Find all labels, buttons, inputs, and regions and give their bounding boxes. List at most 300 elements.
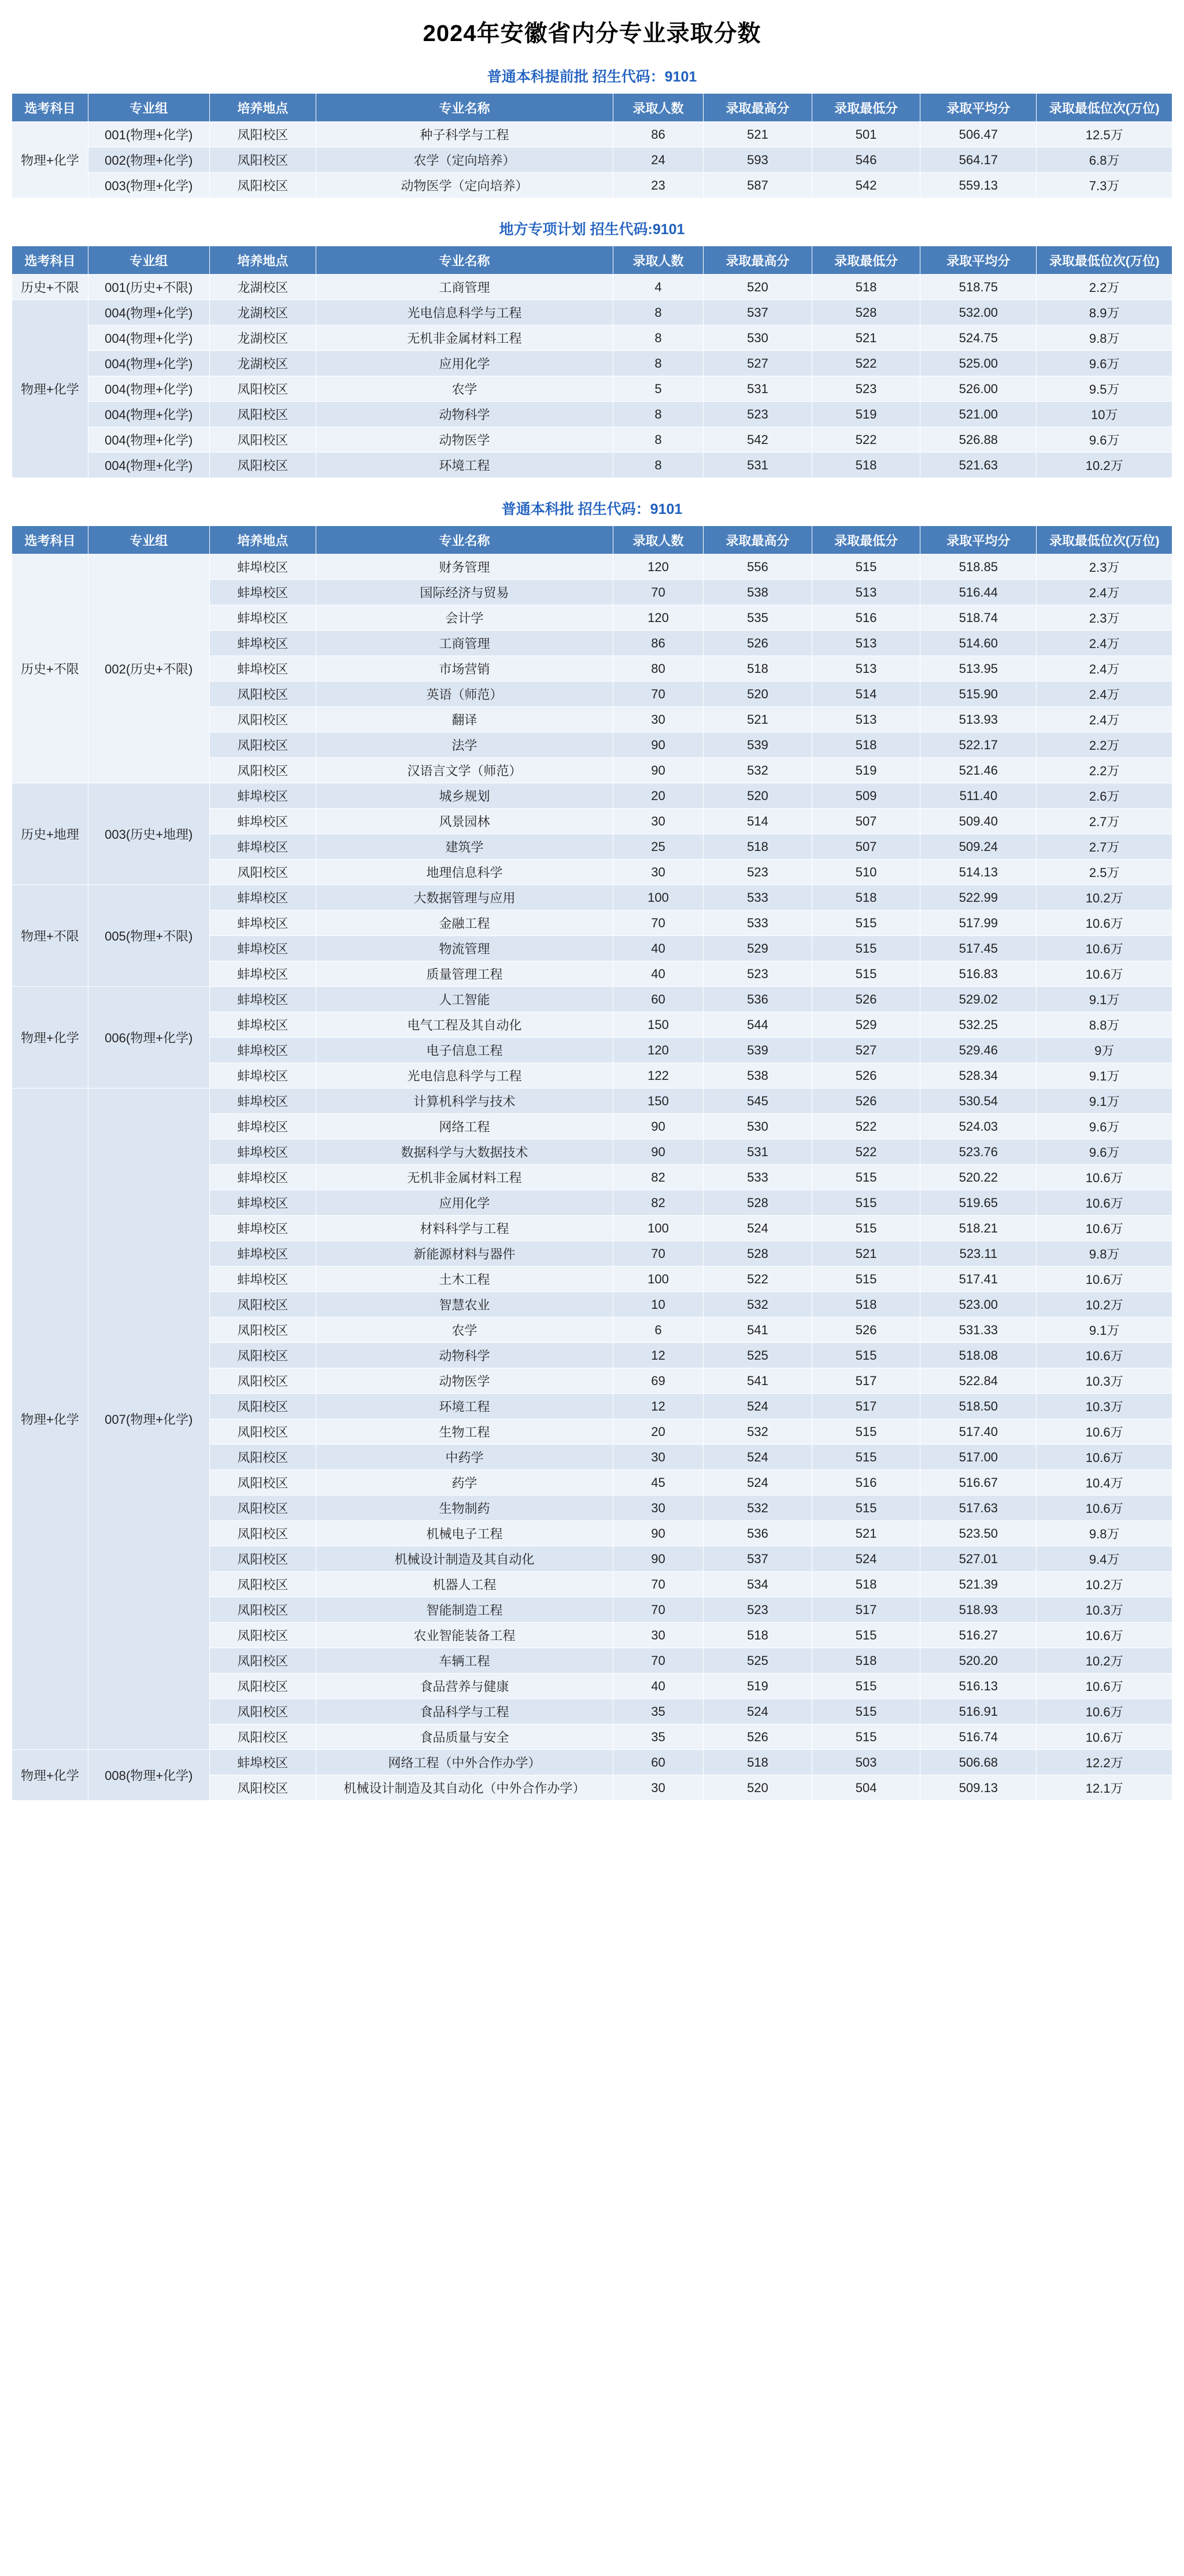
min-score-cell: 518 — [812, 1572, 920, 1597]
max-score-cell: 537 — [704, 300, 812, 325]
min-score-cell: 517 — [812, 1597, 920, 1623]
avg-score-cell: 529.02 — [920, 987, 1037, 1012]
avg-score-cell: 530.54 — [920, 1089, 1037, 1114]
avg-score-cell: 521.00 — [920, 402, 1037, 427]
major-name-cell: 电子信息工程 — [316, 1038, 613, 1063]
min-rank-cell: 6.8万 — [1037, 147, 1172, 173]
admitted-count-cell: 30 — [613, 707, 703, 732]
avg-score-cell: 506.68 — [920, 1750, 1037, 1775]
column-header: 录取最高分 — [704, 526, 812, 554]
max-score-cell: 539 — [704, 732, 812, 758]
admitted-count-cell: 120 — [613, 554, 703, 580]
avg-score-cell: 518.85 — [920, 554, 1037, 580]
max-score-cell: 532 — [704, 1496, 812, 1521]
max-score-cell: 527 — [704, 351, 812, 376]
column-header: 录取最低分 — [812, 526, 920, 554]
major-name-cell: 金融工程 — [316, 911, 613, 936]
major-name-cell: 土木工程 — [316, 1267, 613, 1292]
max-score-cell: 524 — [704, 1445, 812, 1470]
avg-score-cell: 522.84 — [920, 1368, 1037, 1394]
min-score-cell: 515 — [812, 1216, 920, 1241]
avg-score-cell: 514.13 — [920, 860, 1037, 885]
avg-score-cell: 509.40 — [920, 809, 1037, 834]
max-score-cell: 544 — [704, 1012, 812, 1038]
avg-score-cell: 513.95 — [920, 656, 1037, 682]
max-score-cell: 533 — [704, 911, 812, 936]
major-name-cell: 农学 — [316, 1317, 613, 1343]
avg-score-cell: 523.50 — [920, 1521, 1037, 1546]
admitted-count-cell: 100 — [613, 1216, 703, 1241]
campus-cell: 凤阳校区 — [209, 1470, 316, 1496]
major-name-cell: 网络工程（中外合作办学） — [316, 1750, 613, 1775]
max-score-cell: 535 — [704, 605, 812, 631]
column-header: 录取最低分 — [812, 94, 920, 122]
column-header: 录取最高分 — [704, 246, 812, 275]
min-rank-cell: 12.2万 — [1037, 1750, 1172, 1775]
campus-cell: 凤阳校区 — [209, 1419, 316, 1445]
campus-cell: 蚌埠校区 — [209, 783, 316, 809]
admitted-count-cell: 30 — [613, 1496, 703, 1521]
major-group-cell: 003(物理+化学) — [88, 173, 209, 198]
min-score-cell: 521 — [812, 1521, 920, 1546]
avg-score-cell: 516.13 — [920, 1674, 1037, 1699]
min-rank-cell: 2.4万 — [1037, 682, 1172, 707]
admitted-count-cell: 90 — [613, 1139, 703, 1165]
avg-score-cell: 522.99 — [920, 885, 1037, 911]
campus-cell: 蚌埠校区 — [209, 961, 316, 987]
campus-cell: 蚌埠校区 — [209, 554, 316, 580]
min-rank-cell: 2.4万 — [1037, 631, 1172, 656]
major-group-cell: 007(物理+化学) — [88, 1089, 209, 1750]
max-score-cell: 519 — [704, 1674, 812, 1699]
table-row — [12, 453, 1172, 478]
campus-cell: 蚌埠校区 — [209, 1750, 316, 1775]
max-score-cell: 525 — [704, 1648, 812, 1674]
column-header: 选考科目 — [12, 246, 88, 275]
avg-score-cell: 518.08 — [920, 1343, 1037, 1368]
max-score-cell: 530 — [704, 325, 812, 351]
min-rank-cell: 9万 — [1037, 1038, 1172, 1063]
min-rank-cell: 2.7万 — [1037, 809, 1172, 834]
max-score-cell: 520 — [704, 275, 812, 300]
max-score-cell: 537 — [704, 1546, 812, 1572]
major-name-cell: 财务管理 — [316, 554, 613, 580]
avg-score-cell: 529.46 — [920, 1038, 1037, 1063]
campus-cell: 凤阳校区 — [209, 147, 316, 173]
min-rank-cell: 9.1万 — [1037, 987, 1172, 1012]
campus-cell: 凤阳校区 — [209, 1674, 316, 1699]
admitted-count-cell: 86 — [613, 631, 703, 656]
min-rank-cell: 2.5万 — [1037, 860, 1172, 885]
max-score-cell: 521 — [704, 122, 812, 147]
campus-cell: 龙湖校区 — [209, 275, 316, 300]
column-header: 专业名称 — [316, 246, 613, 275]
max-score-cell: 538 — [704, 1063, 812, 1089]
min-score-cell: 527 — [812, 1038, 920, 1063]
min-rank-cell: 2.2万 — [1037, 275, 1172, 300]
avg-score-cell: 521.46 — [920, 758, 1037, 783]
admitted-count-cell: 20 — [613, 783, 703, 809]
admitted-count-cell: 40 — [613, 1674, 703, 1699]
major-name-cell: 农业智能装备工程 — [316, 1623, 613, 1648]
min-rank-cell: 2.2万 — [1037, 732, 1172, 758]
avg-score-cell: 518.75 — [920, 275, 1037, 300]
max-score-cell: 536 — [704, 987, 812, 1012]
campus-cell: 凤阳校区 — [209, 860, 316, 885]
min-rank-cell: 2.4万 — [1037, 580, 1172, 605]
major-name-cell: 工商管理 — [316, 631, 613, 656]
min-score-cell: 518 — [812, 885, 920, 911]
major-name-cell: 质量管理工程 — [316, 961, 613, 987]
min-rank-cell: 9.5万 — [1037, 376, 1172, 402]
campus-cell: 蚌埠校区 — [209, 605, 316, 631]
admitted-count-cell: 30 — [613, 860, 703, 885]
admission-score-table — [12, 525, 1172, 1801]
min-rank-cell: 2.4万 — [1037, 707, 1172, 732]
column-header: 专业组 — [88, 94, 209, 122]
admitted-count-cell: 40 — [613, 961, 703, 987]
min-score-cell: 518 — [812, 1648, 920, 1674]
major-name-cell: 法学 — [316, 732, 613, 758]
min-score-cell: 521 — [812, 1241, 920, 1267]
avg-score-cell: 520.22 — [920, 1165, 1037, 1190]
min-rank-cell: 10.6万 — [1037, 936, 1172, 961]
min-rank-cell: 9.6万 — [1037, 1114, 1172, 1139]
major-name-cell: 英语（师范） — [316, 682, 613, 707]
admitted-count-cell: 70 — [613, 580, 703, 605]
avg-score-cell: 559.13 — [920, 173, 1037, 198]
campus-cell: 蚌埠校区 — [209, 1241, 316, 1267]
major-group-cell: 006(物理+化学) — [88, 987, 209, 1089]
min-score-cell: 522 — [812, 1139, 920, 1165]
min-score-cell: 518 — [812, 1292, 920, 1317]
min-score-cell: 522 — [812, 1114, 920, 1139]
avg-score-cell: 523.76 — [920, 1139, 1037, 1165]
column-header: 录取最低位次(万位) — [1037, 526, 1172, 554]
column-header: 录取人数 — [613, 526, 703, 554]
min-score-cell: 509 — [812, 783, 920, 809]
section-heading: 地方专项计划 招生代码:9101 — [499, 221, 685, 238]
min-rank-cell: 10.6万 — [1037, 1724, 1172, 1750]
page-title: 2024年安徽省内分专业录取分数 — [423, 21, 761, 46]
min-rank-cell: 9.8万 — [1037, 325, 1172, 351]
section-heading: 普通本科提前批 招生代码：9101 — [487, 69, 697, 85]
campus-cell: 凤阳校区 — [209, 758, 316, 783]
table-row — [12, 1750, 1172, 1775]
section-heading: 普通本科批 招生代码：9101 — [501, 501, 683, 517]
admission-score-table — [12, 93, 1172, 198]
major-group-cell: 001(物理+化学) — [88, 122, 209, 147]
min-score-cell: 515 — [812, 1419, 920, 1445]
major-name-cell: 动物医学 — [316, 1368, 613, 1394]
campus-cell: 蚌埠校区 — [209, 1012, 316, 1038]
major-name-cell: 动物科学 — [316, 402, 613, 427]
major-name-cell: 地理信息科学 — [316, 860, 613, 885]
admitted-count-cell: 30 — [613, 1775, 703, 1801]
min-rank-cell: 10.6万 — [1037, 911, 1172, 936]
major-name-cell: 动物科学 — [316, 1343, 613, 1368]
min-score-cell: 529 — [812, 1012, 920, 1038]
subject-cell: 物理+不限 — [12, 885, 88, 987]
min-score-cell: 519 — [812, 758, 920, 783]
table-row — [12, 1089, 1172, 1114]
max-score-cell: 526 — [704, 631, 812, 656]
min-score-cell: 513 — [812, 580, 920, 605]
major-name-cell: 无机非金属材料工程 — [316, 325, 613, 351]
campus-cell: 凤阳校区 — [209, 453, 316, 478]
table-row — [12, 402, 1172, 427]
min-score-cell: 521 — [812, 325, 920, 351]
admitted-count-cell: 69 — [613, 1368, 703, 1394]
major-name-cell: 生物制药 — [316, 1496, 613, 1521]
admitted-count-cell: 70 — [613, 1648, 703, 1674]
max-score-cell: 523 — [704, 961, 812, 987]
campus-cell: 凤阳校区 — [209, 402, 316, 427]
campus-cell: 凤阳校区 — [209, 1445, 316, 1470]
avg-score-cell: 514.60 — [920, 631, 1037, 656]
avg-score-cell: 523.11 — [920, 1241, 1037, 1267]
max-score-cell: 528 — [704, 1241, 812, 1267]
min-rank-cell: 8.8万 — [1037, 1012, 1172, 1038]
avg-score-cell: 516.83 — [920, 961, 1037, 987]
table-row — [12, 783, 1172, 809]
major-name-cell: 工商管理 — [316, 275, 613, 300]
avg-score-cell: 564.17 — [920, 147, 1037, 173]
table-row — [12, 325, 1172, 351]
min-rank-cell: 9.4万 — [1037, 1546, 1172, 1572]
max-score-cell: 538 — [704, 580, 812, 605]
min-score-cell: 522 — [812, 427, 920, 453]
campus-cell: 龙湖校区 — [209, 325, 316, 351]
campus-cell: 凤阳校区 — [209, 1623, 316, 1648]
min-rank-cell: 8.9万 — [1037, 300, 1172, 325]
admitted-count-cell: 70 — [613, 1572, 703, 1597]
campus-cell: 凤阳校区 — [209, 1317, 316, 1343]
avg-score-cell: 531.33 — [920, 1317, 1037, 1343]
min-rank-cell: 9.6万 — [1037, 1139, 1172, 1165]
admitted-count-cell: 120 — [613, 605, 703, 631]
min-score-cell: 515 — [812, 1343, 920, 1368]
admitted-count-cell: 8 — [613, 325, 703, 351]
admitted-count-cell: 8 — [613, 453, 703, 478]
campus-cell: 凤阳校区 — [209, 1292, 316, 1317]
major-name-cell: 应用化学 — [316, 1190, 613, 1216]
min-score-cell: 504 — [812, 1775, 920, 1801]
admitted-count-cell: 35 — [613, 1699, 703, 1724]
min-score-cell: 513 — [812, 707, 920, 732]
max-score-cell: 533 — [704, 1165, 812, 1190]
major-name-cell: 药学 — [316, 1470, 613, 1496]
min-score-cell: 515 — [812, 911, 920, 936]
avg-score-cell: 523.00 — [920, 1292, 1037, 1317]
min-score-cell: 515 — [812, 1623, 920, 1648]
major-group-cell: 004(物理+化学) — [88, 300, 209, 325]
admitted-count-cell: 122 — [613, 1063, 703, 1089]
min-rank-cell: 2.2万 — [1037, 758, 1172, 783]
admitted-count-cell: 45 — [613, 1470, 703, 1496]
major-name-cell: 数据科学与大数据技术 — [316, 1139, 613, 1165]
table-row — [12, 987, 1172, 1012]
admission-score-table — [12, 246, 1172, 478]
avg-score-cell: 517.00 — [920, 1445, 1037, 1470]
admitted-count-cell: 12 — [613, 1343, 703, 1368]
max-score-cell: 539 — [704, 1038, 812, 1063]
column-header: 录取平均分 — [920, 526, 1037, 554]
min-score-cell: 516 — [812, 1470, 920, 1496]
campus-cell: 蚌埠校区 — [209, 580, 316, 605]
avg-score-cell: 528.34 — [920, 1063, 1037, 1089]
min-rank-cell: 10.6万 — [1037, 1190, 1172, 1216]
max-score-cell: 518 — [704, 656, 812, 682]
campus-cell: 蚌埠校区 — [209, 1139, 316, 1165]
subject-cell: 物理+化学 — [12, 1089, 88, 1750]
major-name-cell: 汉语言文学（师范） — [316, 758, 613, 783]
admitted-count-cell: 60 — [613, 987, 703, 1012]
min-score-cell: 513 — [812, 656, 920, 682]
admitted-count-cell: 20 — [613, 1419, 703, 1445]
avg-score-cell: 521.63 — [920, 453, 1037, 478]
major-name-cell: 城乡规划 — [316, 783, 613, 809]
major-name-cell: 农学（定向培养） — [316, 147, 613, 173]
table-row — [12, 351, 1172, 376]
min-score-cell: 526 — [812, 1317, 920, 1343]
min-rank-cell: 10.6万 — [1037, 1165, 1172, 1190]
major-group-cell: 004(物理+化学) — [88, 376, 209, 402]
max-score-cell: 523 — [704, 860, 812, 885]
max-score-cell: 524 — [704, 1470, 812, 1496]
min-score-cell: 515 — [812, 936, 920, 961]
admitted-count-cell: 60 — [613, 1750, 703, 1775]
major-group-cell: 004(物理+化学) — [88, 427, 209, 453]
major-name-cell: 物流管理 — [316, 936, 613, 961]
min-rank-cell: 10.6万 — [1037, 1267, 1172, 1292]
admitted-count-cell: 90 — [613, 1546, 703, 1572]
admitted-count-cell: 70 — [613, 682, 703, 707]
major-name-cell: 智慧农业 — [316, 1292, 613, 1317]
min-rank-cell: 2.3万 — [1037, 554, 1172, 580]
major-name-cell: 机械电子工程 — [316, 1521, 613, 1546]
column-header: 专业名称 — [316, 94, 613, 122]
campus-cell: 凤阳校区 — [209, 1546, 316, 1572]
column-header: 培养地点 — [209, 526, 316, 554]
column-header: 培养地点 — [209, 94, 316, 122]
major-name-cell: 机器人工程 — [316, 1572, 613, 1597]
campus-cell: 凤阳校区 — [209, 1394, 316, 1419]
admitted-count-cell: 30 — [613, 1445, 703, 1470]
subject-cell: 物理+化学 — [12, 987, 88, 1089]
min-score-cell: 516 — [812, 605, 920, 631]
major-name-cell: 食品营养与健康 — [316, 1674, 613, 1699]
min-score-cell: 510 — [812, 860, 920, 885]
max-score-cell: 536 — [704, 1521, 812, 1546]
max-score-cell: 526 — [704, 1724, 812, 1750]
min-score-cell: 515 — [812, 1674, 920, 1699]
table-row — [12, 147, 1172, 173]
admitted-count-cell: 150 — [613, 1012, 703, 1038]
max-score-cell: 556 — [704, 554, 812, 580]
min-rank-cell: 10.2万 — [1037, 885, 1172, 911]
campus-cell: 凤阳校区 — [209, 1724, 316, 1750]
column-header: 录取平均分 — [920, 94, 1037, 122]
min-rank-cell: 2.3万 — [1037, 605, 1172, 631]
subject-cell: 历史+不限 — [12, 554, 88, 783]
major-name-cell: 光电信息科学与工程 — [316, 1063, 613, 1089]
min-score-cell: 526 — [812, 1063, 920, 1089]
max-score-cell: 541 — [704, 1368, 812, 1394]
major-name-cell: 中药学 — [316, 1445, 613, 1470]
column-header: 选考科目 — [12, 526, 88, 554]
campus-cell: 蚌埠校区 — [209, 1216, 316, 1241]
admitted-count-cell: 90 — [613, 1114, 703, 1139]
major-name-cell: 动物医学 — [316, 427, 613, 453]
avg-score-cell: 517.99 — [920, 911, 1037, 936]
major-name-cell: 人工智能 — [316, 987, 613, 1012]
avg-score-cell: 522.17 — [920, 732, 1037, 758]
campus-cell: 蚌埠校区 — [209, 809, 316, 834]
min-score-cell: 518 — [812, 275, 920, 300]
major-name-cell: 网络工程 — [316, 1114, 613, 1139]
avg-score-cell: 516.74 — [920, 1724, 1037, 1750]
campus-cell: 凤阳校区 — [209, 1699, 316, 1724]
min-rank-cell: 9.1万 — [1037, 1317, 1172, 1343]
admitted-count-cell: 70 — [613, 1241, 703, 1267]
min-rank-cell: 10.2万 — [1037, 1648, 1172, 1674]
max-score-cell: 525 — [704, 1343, 812, 1368]
min-rank-cell: 10.6万 — [1037, 1343, 1172, 1368]
min-score-cell: 542 — [812, 173, 920, 198]
campus-cell: 蚌埠校区 — [209, 1267, 316, 1292]
max-score-cell: 530 — [704, 1114, 812, 1139]
min-rank-cell: 10.6万 — [1037, 1419, 1172, 1445]
avg-score-cell: 521.39 — [920, 1572, 1037, 1597]
min-score-cell: 501 — [812, 122, 920, 147]
max-score-cell: 522 — [704, 1267, 812, 1292]
avg-score-cell: 517.41 — [920, 1267, 1037, 1292]
major-name-cell: 机械设计制造及其自动化 — [316, 1546, 613, 1572]
min-rank-cell: 12.5万 — [1037, 122, 1172, 147]
major-name-cell: 新能源材料与器件 — [316, 1241, 613, 1267]
admitted-count-cell: 23 — [613, 173, 703, 198]
table-row — [12, 376, 1172, 402]
min-rank-cell: 9.1万 — [1037, 1063, 1172, 1089]
table-row — [12, 173, 1172, 198]
campus-cell: 蚌埠校区 — [209, 1089, 316, 1114]
campus-cell: 凤阳校区 — [209, 1368, 316, 1394]
min-score-cell: 517 — [812, 1394, 920, 1419]
avg-score-cell: 517.63 — [920, 1496, 1037, 1521]
min-rank-cell: 10.2万 — [1037, 1572, 1172, 1597]
table-header-row — [12, 246, 1172, 275]
avg-score-cell: 519.65 — [920, 1190, 1037, 1216]
column-header: 录取最低位次(万位) — [1037, 94, 1172, 122]
min-rank-cell: 10.6万 — [1037, 1216, 1172, 1241]
admitted-count-cell: 70 — [613, 911, 703, 936]
min-score-cell: 518 — [812, 732, 920, 758]
major-group-cell: 004(物理+化学) — [88, 351, 209, 376]
campus-cell: 凤阳校区 — [209, 732, 316, 758]
admitted-count-cell: 24 — [613, 147, 703, 173]
admitted-count-cell: 90 — [613, 1521, 703, 1546]
min-rank-cell: 10万 — [1037, 402, 1172, 427]
admitted-count-cell: 100 — [613, 1267, 703, 1292]
column-header: 录取人数 — [613, 94, 703, 122]
min-score-cell: 515 — [812, 1190, 920, 1216]
max-score-cell: 531 — [704, 376, 812, 402]
subject-cell: 物理+化学 — [12, 1750, 88, 1801]
admitted-count-cell: 86 — [613, 122, 703, 147]
min-rank-cell: 10.6万 — [1037, 1699, 1172, 1724]
column-header: 专业名称 — [316, 526, 613, 554]
